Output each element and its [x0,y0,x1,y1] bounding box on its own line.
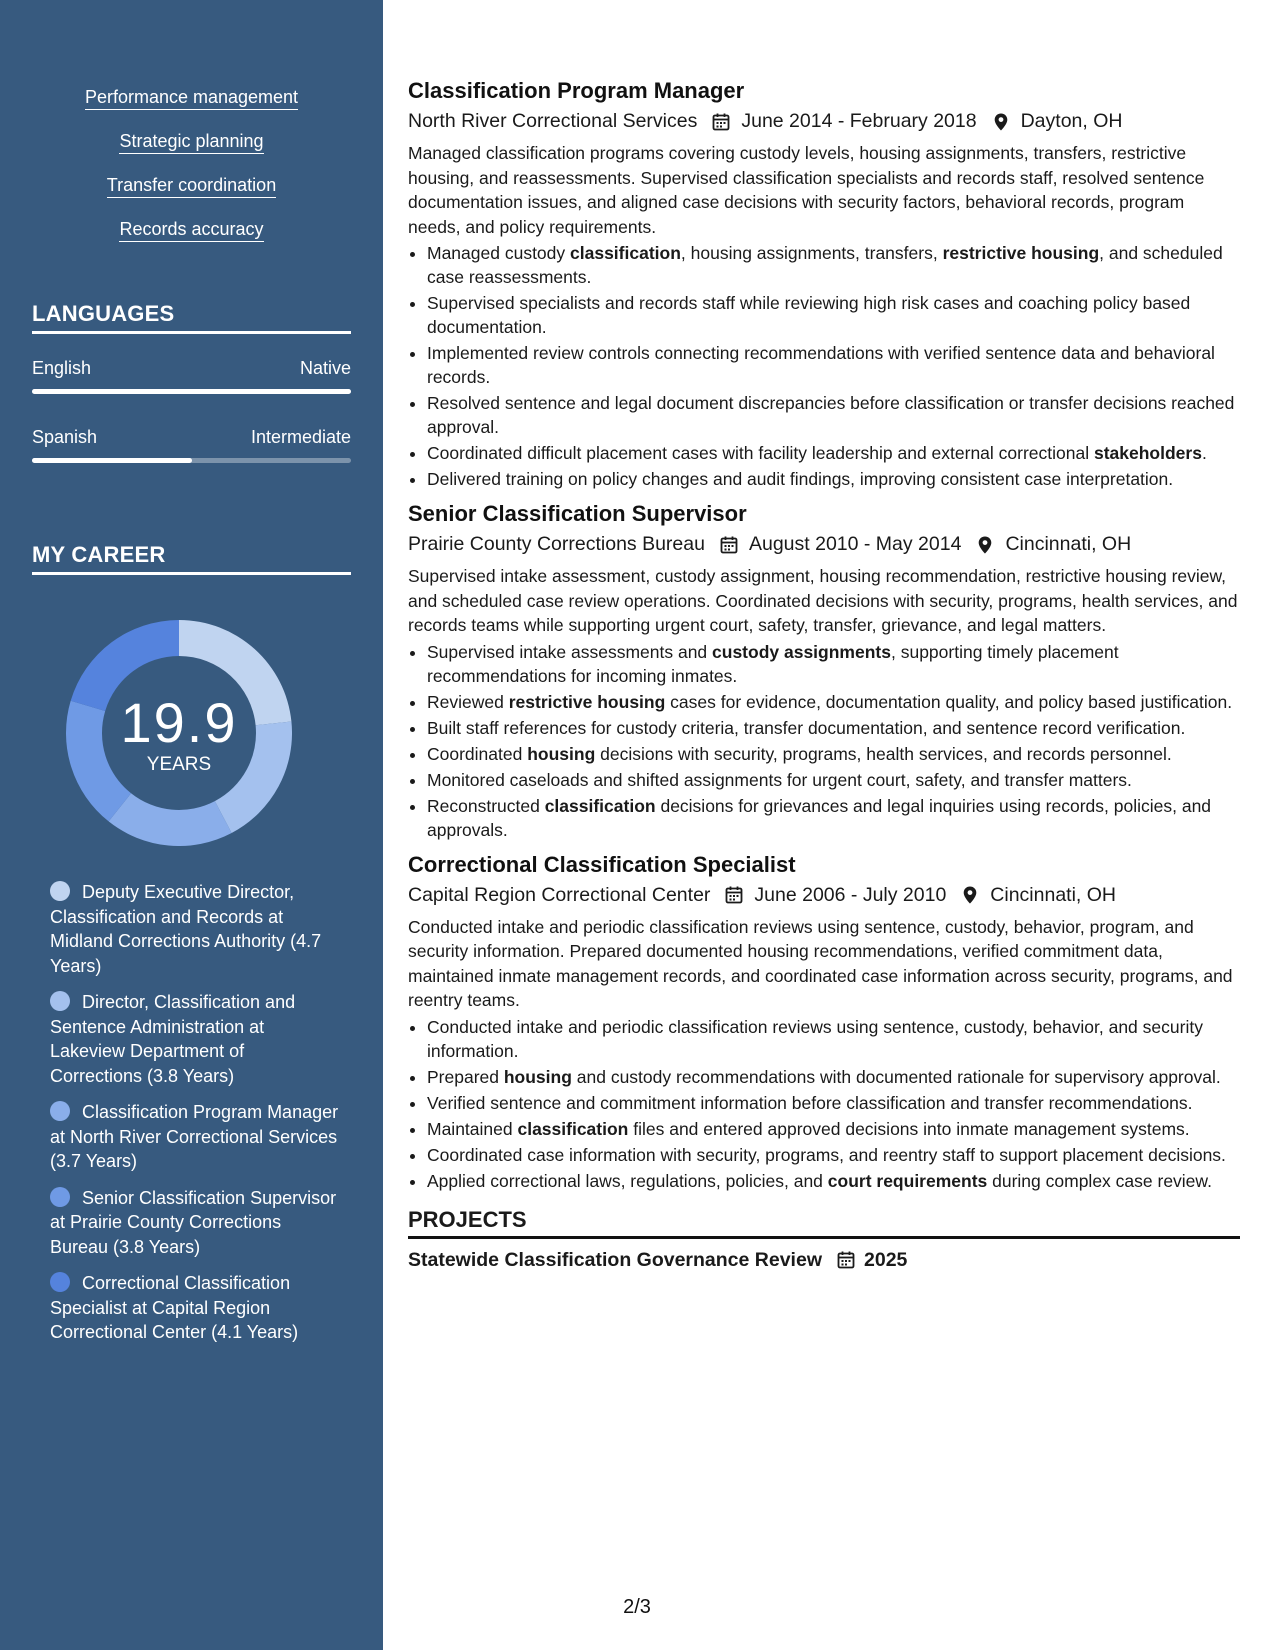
career-legend-dot [50,991,70,1011]
job-location: Cincinnati, OH [990,883,1117,906]
career-legend-dot [50,1101,70,1121]
job-location: Cincinnati, OH [1005,533,1132,555]
job-bullet: • Applied correctional laws, regulations, policies, and court requirements during complex case review. [427,1169,1240,1193]
job-bullet: • Reviewed restrictive housing cases for evidence, documentation quality, and policy based justification. [427,690,1240,714]
projects-heading: PROJECTS [408,1207,1240,1239]
calendar-icon [711,112,731,132]
language-bar-fill [32,389,351,394]
project-item [408,1249,1240,1272]
job-meta [408,533,1240,556]
career-legend-dot [50,1272,70,1292]
job-bullet: • Verified sentence and commitment information before classification and transfer recommendations. [427,1091,1240,1115]
career-item: Correctional Classification Specialist at Capital Region Correctional Center (4.1 Years) [50,1273,299,1342]
job-dates: June 2006 - July 2010 [754,883,947,906]
language-bar [32,458,351,463]
job-dates: August 2010 - May 2014 [748,533,962,555]
job-company: Prairie County Corrections Bureau [408,533,705,555]
job-bullet: • Implemented review controls connecting recommendations with verified sentence data and behavioral records. [427,341,1240,389]
location-pin-icon [975,535,995,555]
main-content [408,78,1240,1272]
skills-list [0,86,383,262]
job-bullets [408,640,1240,842]
job-entry [408,501,1240,842]
job-dates: June 2014 - February 2018 [741,110,977,132]
career-item: Classification Program Manager at North River Correctional Services (3.7 Years) [50,1102,339,1171]
job-bullet: • Coordinated case information with security, programs, and reentry staff to support placement decisions. [427,1143,1240,1167]
job-bullet: • Coordinated housing decisions with security, programs, health services, and records personnel. [427,742,1240,766]
career-donut-chart [66,620,292,846]
job-bullets [408,1015,1240,1193]
job-bullets [408,241,1240,491]
career-heading: MY CAREER [32,542,351,575]
career-legend-dot [50,881,70,901]
languages-heading: LANGUAGES [32,301,351,334]
language-level: Native [299,358,351,378]
job-company: North River Correctional Services [408,110,698,132]
language-row [32,427,351,448]
language-row [32,358,351,379]
job-summary: Supervised intake assessment, custody assignment, housing recommendation, restrictive housing review, and scheduled case review operations. Coordinated decisions with security, programs, health services, and records teams while supporting urgent court, safety, transfer, grievance, and legal matters. [408,566,1238,635]
job-bullet: • Supervised specialists and records staff while reviewing high risk cases and coaching policy based documentation. [427,291,1240,339]
language-bar [32,389,351,394]
career-years-label: YEARS [146,754,212,775]
calendar-icon [719,535,739,555]
job-location: Dayton, OH [1020,110,1123,132]
skill-item: Strategic planning [119,130,263,154]
job-title: Correctional Classification Specialist [408,851,796,877]
job-meta [408,110,1240,133]
job-bullet: • Prepared housing and custody recommendations with documented rationale for supervisory approval. [427,1065,1240,1089]
job-bullet: • Coordinated difficult placement cases with facility leadership and external correctional stakeholders. [427,441,1240,465]
sidebar [0,0,383,1650]
location-pin-icon [960,885,980,905]
job-bullet: • Maintained classification files and entered approved decisions into inmate management systems. [427,1117,1240,1141]
career-item: Deputy Executive Director, Classification and Records at Midland Corrections Authority (4.7 Years) [50,882,322,976]
job-bullet: • Conducted intake and periodic classification reviews using sentence, custody, behavior, and security information. [427,1015,1240,1063]
job-meta [408,884,1240,907]
page-number: 2/3 [623,1596,651,1618]
language-level: Intermediate [250,427,351,447]
skill-item: Performance management [85,86,298,110]
location-pin-icon [991,112,1011,132]
calendar-icon [836,1250,856,1270]
job-entry [408,78,1240,491]
job-bullet: • Monitored caseloads and shifted assignments for urgent court, safety, and transfer matters. [427,768,1240,792]
job-title: Senior Classification Supervisor [408,501,747,526]
skill-item: Records accuracy [119,218,263,242]
career-list [50,880,340,1357]
job-bullet: • Delivered training on policy changes and audit findings, improving consistent case interpretation. [427,467,1240,491]
calendar-icon [724,885,744,905]
project-year: 2025 [864,1248,908,1271]
career-total-years: 19.9 [120,691,238,754]
career-legend-dot [50,1187,70,1207]
project-name: Statewide Classification Governance Review [408,1248,822,1271]
skill-item: Transfer coordination [107,174,276,198]
job-bullet: • Supervised intake assessments and custody assignments, supporting timely placement recommendations for incoming inmates. [427,640,1240,688]
job-bullet: • Reconstructed classification decisions for grievances and legal inquiries using records, policies, and approvals. [427,794,1240,842]
job-company: Capital Region Correctional Center [408,883,711,906]
career-item: Director, Classification and Sentence Administration at Lakeview Department of Corrections (3.8 Years) [50,992,296,1086]
language-name: Spanish [32,427,98,447]
job-summary: Conducted intake and periodic classification reviews using sentence, custody, behavior, program, and security information. Prepared documented housing recommendations, verified commitment data, maintained inmate management records, and coordinated case information across security, programs, and reentry teams. [408,916,1233,1010]
job-summary: Managed classification programs covering custody levels, housing assignments, transfers, restrictive housing, and reassessments. Supervised classification specialists and records staff, resolved sentence documentation issues, and aligned case decisions with security factors, behavioral records, program needs, and policy requirements. [408,143,1205,237]
language-bar-fill [32,458,192,463]
language-name: English [32,358,92,378]
job-bullet: • Resolved sentence and legal document discrepancies before classification or transfer decisions reached approval. [427,391,1240,439]
career-item: Senior Classification Supervisor at Prairie County Corrections Bureau (3.8 Years) [50,1187,337,1257]
job-entry [408,852,1240,1193]
job-bullet: • Built staff references for custody criteria, transfer documentation, and sentence record verification. [427,716,1240,740]
job-bullet: • Managed custody classification, housing assignments, transfers, restrictive housing, and scheduled case reassessments. [427,241,1240,289]
job-title: Classification Program Manager [408,78,745,103]
